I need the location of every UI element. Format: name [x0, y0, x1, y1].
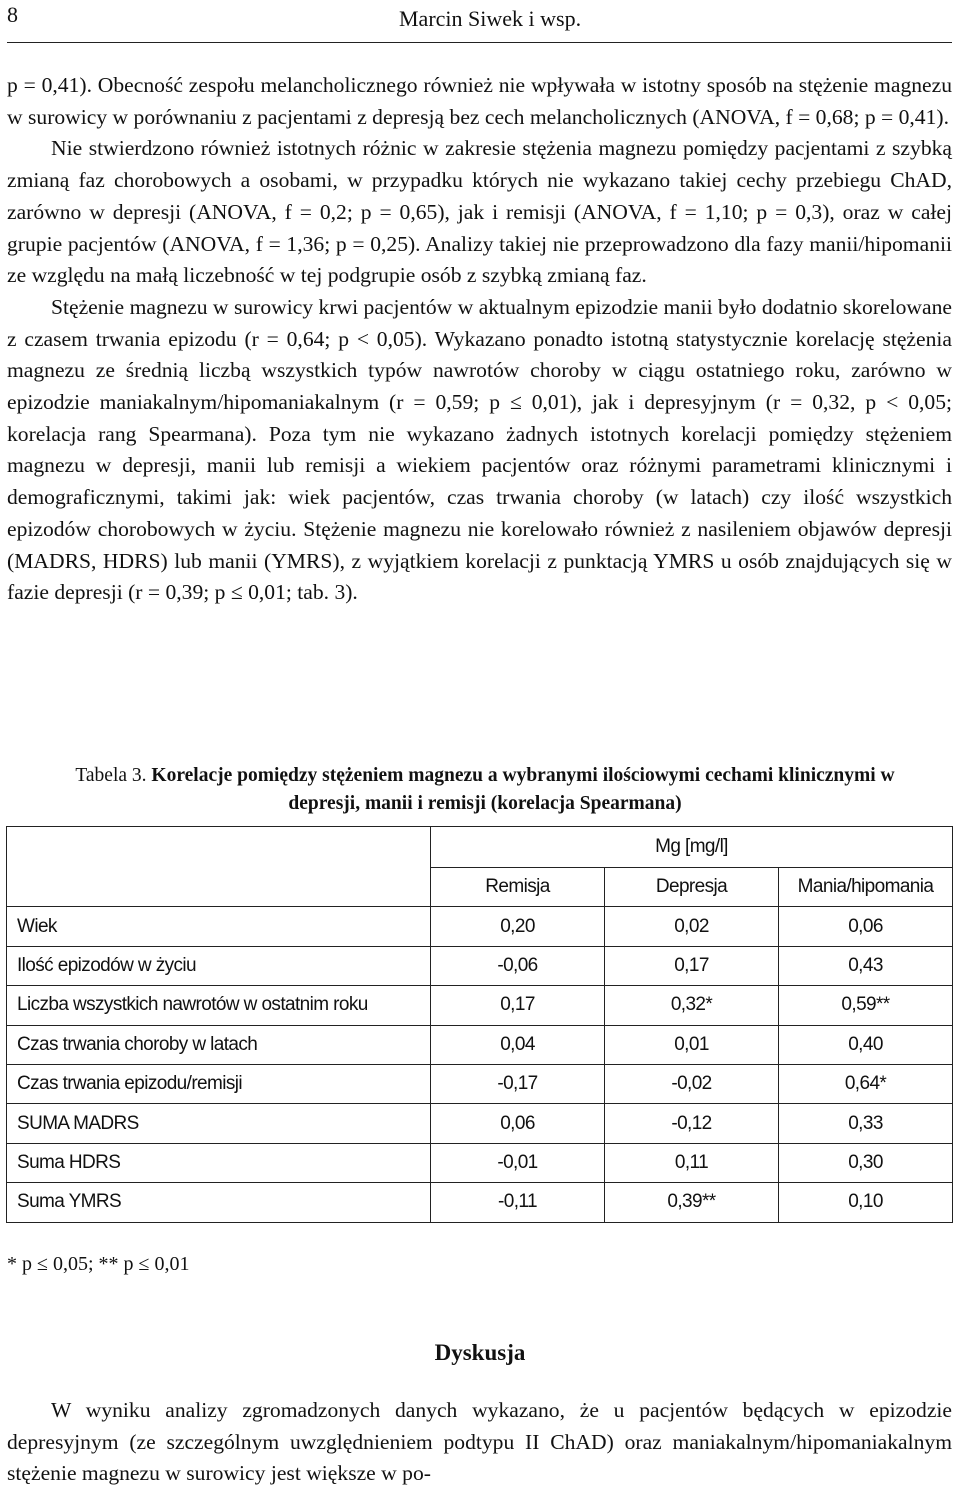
row-label: Ilość epizodów w życiu — [7, 946, 431, 985]
table-cell: -0,01 — [431, 1143, 605, 1182]
paragraph: Stężenie magnezu w surowicy krwi pacjentów w aktualnym epizodzie manii było dodatnio skorelowane z czasem trwania epizodu (r = 0,64; p < 0,05). Wykazano ponadto istotną statystycznie korelację stężenia magnezu ze średnią liczbą wszystkich typów nawrotów choroby w ciągu ostatniego roku, zarówno w epizodzie maniakalnym/hipomaniakalnym (r = 0,59; p ≤ 0,01), jak i depresyjnym (r = 0,32, p < 0,05; korelacja rang Spearmana). Poza tym nie wykazano żadnych istotnych korelacji pomiędzy stężeniem magnezu w depresji, manii lub remisji a wiekiem pacjentów oraz różnymi parametrami klinicznymi i demograficznymi, takimi jak: wiek pacjentów, czas trwania choroby (w latach) czy ilość wszystkich epizodów chorobowych w życiu. Stężenie magnezu nie korelowało również z nasileniem objawów depresji (MADRS, HDRS) lub manii (YMRS), z wyjątkiem korelacji z punktacją YMRS u osób znajdujących się w fazie depresji (r = 0,39; p ≤ 0,01; tab. 3). — [7, 294, 952, 605]
discussion-text — [7, 1395, 952, 1490]
table-cell: 0,32* — [605, 986, 779, 1025]
table-caption-title: Korelacje pomiędzy stężeniem magnezu a wybranymi ilościowymi cechami klinicznymi w depresji, manii i remisji (korelacja Spearmana) — [151, 765, 895, 814]
row-label: SUMA MADRS — [7, 1104, 431, 1143]
table-cell: -0,12 — [605, 1104, 779, 1143]
table-row — [7, 1064, 953, 1103]
table-cell: 0,17 — [605, 946, 779, 985]
table-cell: 0,20 — [431, 907, 605, 946]
table-cell: 0,39** — [605, 1183, 779, 1222]
paragraph: W wyniku analizy zgromadzonych danych wykazano, że u pacjentów będących w epizodzie depresyjnym (ze szczególnym uwzględnieniem podtypu II ChAD) oraz maniakalnym/hipomaniakalnym stężenie magnezu w surowicy jest większe w po- — [7, 1398, 952, 1486]
row-label: Liczba wszystkich nawrotów w ostatnim roku — [7, 986, 431, 1025]
table-row — [7, 1183, 953, 1222]
correlation-table — [6, 826, 953, 1223]
table-cell: 0,01 — [605, 1025, 779, 1064]
table-row — [7, 1025, 953, 1064]
table-cell: 0,06 — [779, 907, 953, 946]
section-title: Dyskusja — [434, 1340, 526, 1365]
table-footnote: * p ≤ 0,05; ** p ≤ 0,01 — [7, 1253, 190, 1275]
row-label: Czas trwania choroby w latach — [7, 1025, 431, 1064]
table-caption — [50, 762, 920, 818]
table-cell: 0,02 — [605, 907, 779, 946]
table-cell: 0,17 — [431, 986, 605, 1025]
table-cell: 0,59** — [779, 986, 953, 1025]
column-header: Mania/hipomania — [779, 868, 953, 907]
page-number: 8 — [7, 2, 18, 27]
running-header — [7, 0, 952, 43]
table-cell: -0,06 — [431, 946, 605, 985]
table-cell: 0,40 — [779, 1025, 953, 1064]
table-cell: 0,43 — [779, 946, 953, 985]
table-row — [7, 907, 953, 946]
table-cell: 0,11 — [605, 1143, 779, 1182]
row-label: Wiek — [7, 907, 431, 946]
table-cell: 0,64* — [779, 1064, 953, 1103]
table-row — [7, 1143, 953, 1182]
table-cell: 0,33 — [779, 1104, 953, 1143]
table-corner-cell — [7, 827, 431, 907]
table-group-header: Mg [mg/l] — [431, 827, 953, 868]
table-header-row — [7, 827, 953, 868]
table-cell: -0,02 — [605, 1064, 779, 1103]
table-row — [7, 1104, 953, 1143]
row-label: Suma HDRS — [7, 1143, 431, 1182]
results-text — [7, 70, 952, 609]
table-cell: 0,10 — [779, 1183, 953, 1222]
paragraph: Nie stwierdzono również istotnych różnic w zakresie stężenia magnezu pomiędzy pacjentami z szybką zmianą faz chorobowych a osobami, w przypadku których nie wykazano takiej cechy przebiegu ChAD, zarówno w depresji (ANOVA, f = 0,2; p = 0,65), jak i remisji (ANOVA, f = 1,10; p = 0,3), oraz w całej grupie pacjentów (ANOVA, f = 1,36; p = 0,25). Analizy takiej nie przeprowadzono dla fazy manii/hipomanii ze względu na małą liczebność w tej podgrupie osób z szybką zmianą faz. — [7, 136, 952, 288]
column-header: Depresja — [605, 868, 779, 907]
paragraph: p = 0,41). Obecność zespołu melancholicznego również nie wpływała w istotny sposób na stężenie magnezu w surowicy w porównaniu z pacjentami z depresją bez cech melancholicznych (ANOVA, f = 0,68; p = 0,41). — [7, 73, 952, 129]
column-header: Remisja — [431, 868, 605, 907]
header-authors: Marcin Siwek i wsp. — [399, 6, 582, 31]
table-cell: 0,04 — [431, 1025, 605, 1064]
table-cell: -0,11 — [431, 1183, 605, 1222]
table-caption-label: Tabela 3. — [75, 765, 147, 786]
table-row — [7, 946, 953, 985]
table-cell: 0,06 — [431, 1104, 605, 1143]
table-row — [7, 986, 953, 1025]
table-cell: 0,30 — [779, 1143, 953, 1182]
row-label: Suma YMRS — [7, 1183, 431, 1222]
row-label: Czas trwania epizodu/remisji — [7, 1064, 431, 1103]
table-cell: -0,17 — [431, 1064, 605, 1103]
